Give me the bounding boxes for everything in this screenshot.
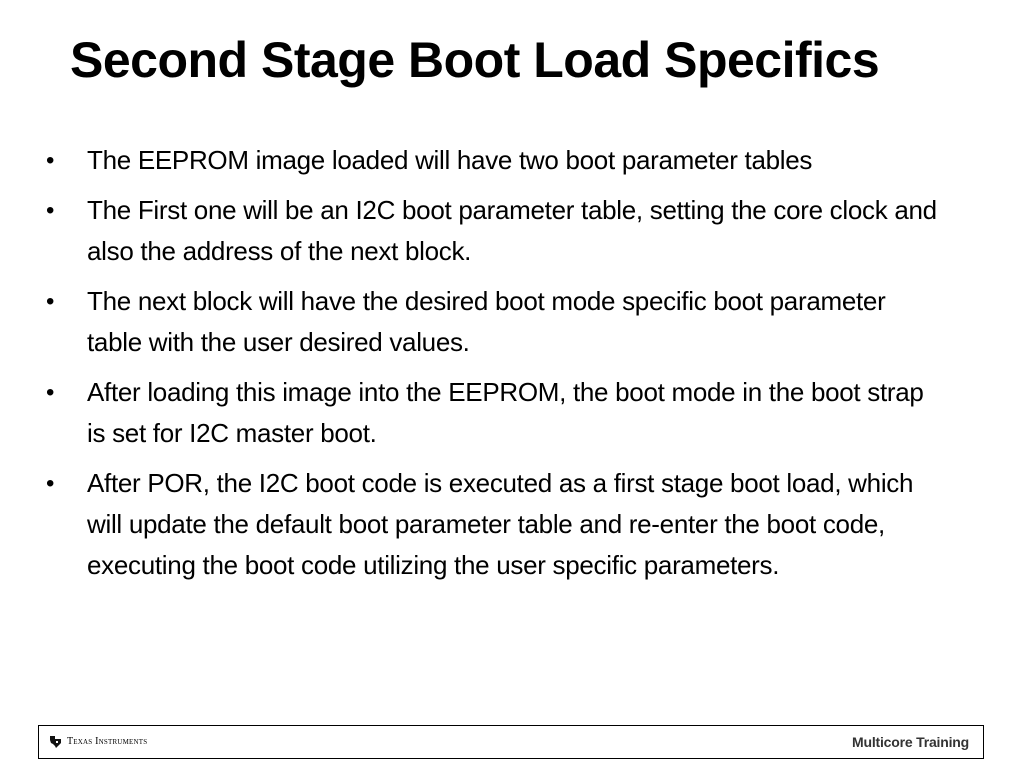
bullet-text: The EEPROM image loaded will have two boot parameter tables xyxy=(87,145,813,175)
footer-label: Multicore Training xyxy=(852,734,969,750)
bullet-item xyxy=(46,372,946,454)
bullet-text: The next block will have the desired boot mode specific boot parameter table with the user desired values. xyxy=(87,286,886,357)
bullet-item xyxy=(46,281,946,363)
bullet-text: After loading this image into the EEPROM, the boot mode in the boot strap is set for I2C master boot. xyxy=(87,377,924,448)
bullet-item xyxy=(46,190,946,272)
bullet-dot: • xyxy=(46,379,55,406)
bullet-list xyxy=(46,140,946,595)
slide-footer xyxy=(38,725,984,759)
bullet-dot: • xyxy=(46,197,55,224)
bullet-dot: • xyxy=(46,288,55,315)
bullet-text: The First one will be an I2C boot parameter table, setting the core clock and also the address of the next block. xyxy=(87,195,937,266)
texas-instruments-logo xyxy=(49,735,147,749)
bullet-item xyxy=(46,463,946,586)
bullet-dot: • xyxy=(46,147,55,174)
bullet-text: After POR, the I2C boot code is executed as a first stage boot load, which will update the default boot parameter table and re-enter the boot code, executing the boot code utilizing the user specific parameters. xyxy=(87,468,914,580)
bullet-item xyxy=(46,140,946,181)
texas-state-icon xyxy=(49,735,62,749)
slide-title: Second Stage Boot Load Specifics xyxy=(70,32,880,88)
bullet-dot: • xyxy=(46,470,55,497)
texas-instruments-text: Texas Instruments xyxy=(67,736,148,747)
